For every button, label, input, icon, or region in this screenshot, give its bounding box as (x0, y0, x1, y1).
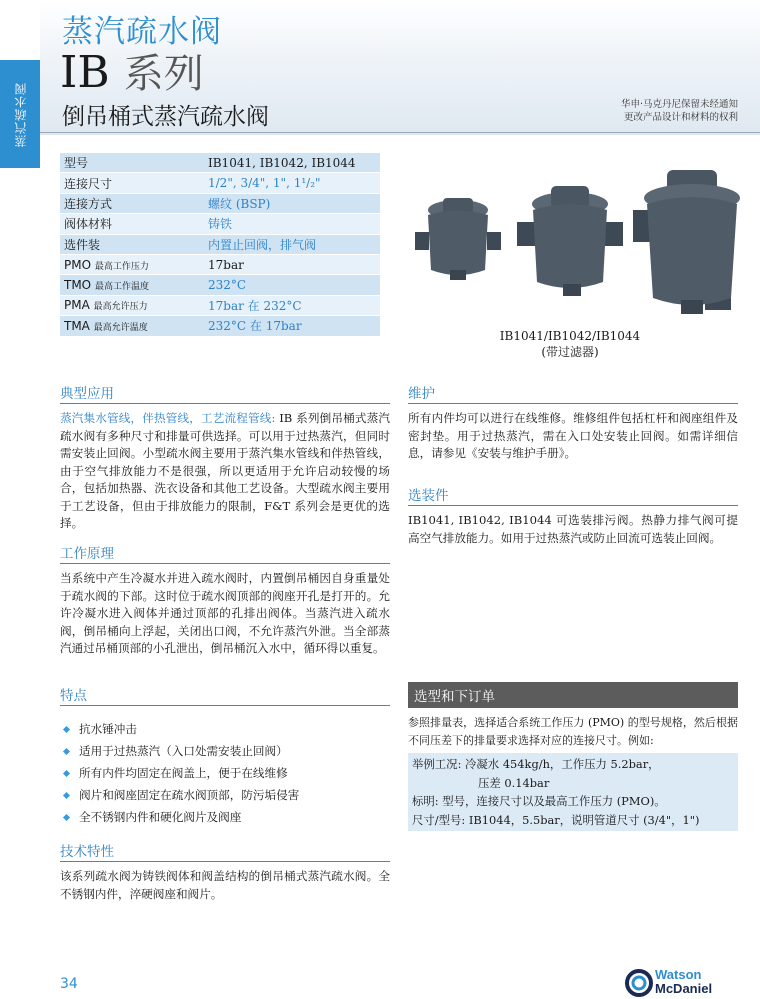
spec-value: IB1041, IB1042, IB1044 (204, 153, 380, 173)
rights-notice (621, 98, 738, 124)
applications-highlight: 蒸汽集水管线，伴热管线，工艺流程管线: (60, 411, 276, 425)
features-section (60, 684, 390, 828)
feature-item (60, 806, 390, 828)
spec-key-label: 选件装 (64, 237, 101, 252)
spec-row (60, 254, 380, 274)
tech-heading: 技术特性 (60, 840, 390, 862)
rights-notice-line2: 更改产品设计和材料的权利 (623, 112, 738, 123)
trap-ib1044-image (633, 170, 740, 314)
spec-key-desc: 最高允许压力 (93, 302, 148, 313)
spec-key (60, 193, 204, 213)
trap-ib1042-image (517, 186, 623, 296)
page-number: 34 (60, 976, 78, 992)
spec-row (60, 153, 380, 173)
spec-row (60, 316, 380, 336)
side-category-tab (0, 60, 40, 168)
example-line-1: 举例工况: 冷凝水 454kg/h，工作压力 5.2bar， (412, 757, 660, 771)
tech-section (60, 840, 390, 903)
rights-notice-line1: 华申·马克丹尼保留未经通知 (620, 99, 738, 110)
feature-text: 阀片和阀座固定在疏水阀顶部，防污垢侵害 (79, 788, 300, 802)
feature-text: 适用于过热蒸汽（入口处需安装止回阀） (79, 744, 288, 758)
series-title (60, 42, 204, 99)
applications-heading: 典型应用 (60, 382, 390, 404)
spec-row (60, 295, 380, 315)
spec-key-desc: 最高工作温度 (94, 282, 149, 293)
series-suffix: 系列 (123, 51, 204, 97)
spec-value: 17bar (204, 254, 380, 274)
header-divider (40, 132, 760, 133)
spec-key-label: 连接尺寸 (64, 176, 113, 191)
spec-key (60, 234, 204, 254)
spec-value: 1/2", 3/4", 1", 1¹/₂" (204, 173, 380, 193)
feature-text: 抗水锤冲击 (79, 722, 137, 736)
product-caption (470, 328, 670, 360)
bullet-icon (63, 813, 70, 820)
applications-text: IB 系列倒吊桶式蒸汽疏水阀有多种尺寸和排量可供选择。可以用于过热蒸汽，但同时需安装止回阀。小型疏水阀主要用于蒸汽集水管线和伴热管线，由于空气排放能力不是很强，所以更适用于允许启动较慢的场合，包括加热器、洗衣设备和其他工艺设备。大型疏水阀主要用于工艺设备，但由于排放能力的限制，F&T 系列会是更优的选择。 (60, 411, 390, 530)
trap-ib1041-image (415, 198, 501, 280)
spec-value: 螺纹 (BSP) (204, 193, 380, 213)
feature-item (60, 740, 390, 762)
bullet-icon (63, 747, 70, 754)
product-photos (405, 170, 745, 320)
spec-key-desc: 最高工作压力 (94, 261, 149, 272)
maintenance-section (408, 382, 738, 463)
features-list (60, 718, 390, 828)
spec-row (60, 193, 380, 213)
spec-key-label: 阀体材料 (64, 217, 113, 232)
spec-key (60, 316, 204, 336)
bullet-icon (63, 769, 70, 776)
feature-item (60, 718, 390, 740)
tech-body: 该系列疏水阀为铸铁阀体和阀盖结构的倒吊桶式蒸汽疏水阀。全不锈钢内件，淬硬阀座和阀片。 (60, 869, 390, 901)
spec-value: 17bar 在 232°C (204, 295, 380, 315)
options-section (408, 484, 738, 547)
series-prefix: IB (60, 47, 110, 98)
applications-section (60, 382, 390, 533)
category-title: 蒸汽疏水阀 (62, 14, 222, 50)
spec-row (60, 275, 380, 295)
ordering-example-box (408, 753, 738, 831)
ordering-body: 参照排量表，选择适合系统工作压力 (PMO) 的型号规格，然后根据不同压差下的排量要求选择对应的连接尺寸。例如: (408, 716, 738, 747)
logo-mark-icon (625, 969, 653, 997)
page-subtitle: 倒吊桶式蒸汽疏水阀 (62, 104, 269, 130)
spec-key-label: PMA (64, 298, 90, 313)
spec-table (60, 153, 380, 337)
spec-key-label: TMA (64, 318, 90, 333)
watson-mcdaniel-logo (625, 968, 740, 998)
spec-key-label: 型号 (64, 156, 89, 171)
spec-row (60, 173, 380, 193)
spec-value: 232°C (204, 275, 380, 295)
spec-value: 232°C 在 17bar (204, 316, 380, 336)
logo-text-line2: McDaniel (655, 981, 713, 996)
spec-key-label: 连接方式 (64, 196, 113, 211)
side-category-label: 蒸汽疏水阀 (13, 81, 28, 147)
logo-text-line1: Watson (655, 967, 702, 982)
spec-key (60, 173, 204, 193)
features-heading: 特点 (60, 684, 390, 706)
spec-key-desc: 最高允许温度 (93, 322, 148, 333)
maintenance-heading: 维护 (408, 382, 738, 404)
product-caption-note: (带过滤器) (541, 345, 599, 359)
ordering-example-text (408, 753, 738, 831)
spec-row (60, 234, 380, 254)
feature-text: 所有内件均固定在阀盖上，便于在线维修 (79, 766, 288, 780)
example-line-4: 尺寸/型号: IB1044，5.5bar，说明管道尺寸 (3/4"，1") (412, 812, 700, 827)
bullet-icon (63, 725, 70, 732)
spec-key (60, 254, 204, 274)
spec-key-label: PMO (64, 257, 92, 272)
ordering-heading: 选型和下订单 (408, 682, 738, 708)
product-caption-models: IB1041/IB1042/IB1044 (499, 329, 641, 343)
maintenance-body: 所有内件均可以进行在线维修。维修组件包括杠杆和阀座组件及密封垫。用于过热蒸汽，需在入口处安装止回阀。如需详细信息，请参见《安装与维护手册》。 (408, 411, 738, 460)
spec-key (60, 295, 204, 315)
spec-value: 铸铁 (204, 214, 380, 234)
feature-item (60, 784, 390, 806)
ordering-section (408, 682, 738, 749)
principle-heading: 工作原理 (60, 542, 390, 564)
bullet-icon (63, 791, 70, 798)
spec-row (60, 214, 380, 234)
principle-section (60, 542, 390, 658)
spec-key-label: TMO (64, 278, 92, 293)
options-heading: 选装件 (408, 484, 738, 506)
spec-key (60, 275, 204, 295)
feature-text: 全不锈钢内件和硬化阀片及阀座 (79, 810, 242, 824)
example-line-2: 压差 0.14bar (478, 775, 550, 790)
example-line-3: 标明: 型号，连接尺寸以及最高工作压力 (PMO)。 (412, 794, 666, 808)
feature-item (60, 762, 390, 784)
principle-body: 当系统中产生冷凝水并进入疏水阀时，内置倒吊桶因自身重量处于疏水阀的下部。这时位于疏水阀顶部的阀座开孔是打开的。允许冷凝水进入阀体并通过顶部的孔排出阀体。当蒸汽进入疏水阀，倒吊桶向上浮起，关闭出口阀，不允许蒸汽外泄。当全部蒸汽通过吊桶顶部的小孔泄出，倒吊桶沉入水中，循环得以重复。 (60, 571, 390, 655)
spec-value: 内置止回阀，排气阀 (204, 234, 380, 254)
spec-key (60, 153, 204, 173)
applications-body (60, 410, 390, 533)
spec-key (60, 214, 204, 234)
options-body: IB1041, IB1042, IB1044 可选装排污阀。热静力排气阀可提高空气排放能力。如用于过热蒸汽或防止回流可选装止回阀。 (408, 513, 738, 545)
